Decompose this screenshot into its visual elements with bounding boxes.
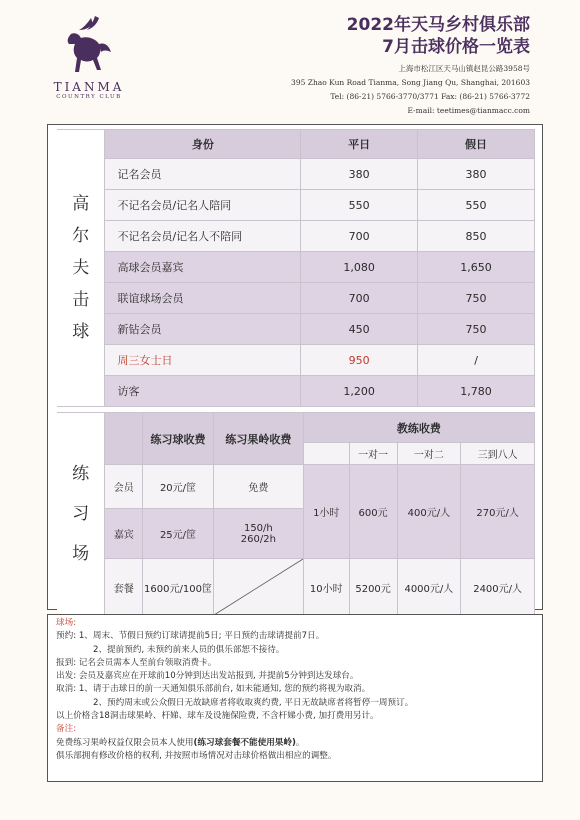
page-header bbox=[291, 14, 530, 118]
note-line: 报到: 记名会员需本人至前台领取消费卡。 bbox=[56, 657, 217, 668]
table-row: 周三女士日 950 / bbox=[57, 345, 535, 376]
note-line: 出发: 会员及嘉宾应在开球前10分钟到达出发站报到, 并提前5分钟到达发球台。 bbox=[56, 671, 359, 682]
table-row: 嘉宾 25元/筐 150/h 260/2h bbox=[57, 509, 535, 559]
note-line: 预约: 1、周末、节假日预约订球请提前5日; 平日预约击球请提前7日。 bbox=[56, 631, 325, 642]
table-row: 访客 1,200 1,780 bbox=[57, 376, 535, 407]
logo-name: TIANMA bbox=[53, 80, 125, 94]
coach-fee-header: 教练收费 bbox=[303, 413, 534, 443]
logo-subtitle: COUNTRY CLUB bbox=[56, 94, 122, 100]
email: E-mail: teetimes@tianmacc.com bbox=[407, 106, 530, 115]
practice-header-row bbox=[57, 413, 535, 443]
page-subtitle: 7月击球价格一览表 bbox=[382, 37, 530, 57]
address-cn: 上海市松江区天马山镇赵昆公路3958号 bbox=[398, 64, 530, 73]
green-fee-header: 练习果岭收费 bbox=[213, 413, 303, 465]
diagonal-line bbox=[214, 559, 303, 615]
phone-fax: Tel: (86-21) 5766-3770/3771 Fax: (86-21) 5766-3772 bbox=[330, 92, 530, 101]
practice-price-table bbox=[57, 412, 535, 616]
pegasus-icon bbox=[57, 14, 121, 78]
table-row: 会员 20元/筐 免费 1小时 600元 400元/人 270元/人 bbox=[57, 465, 535, 509]
col-header-identity: 身份 bbox=[105, 130, 301, 159]
note-line: 2、提前预约, 未预约前来人员的俱乐部恕不接待。 bbox=[93, 644, 285, 655]
golf-side-label: 高 尔 夫 击 球 bbox=[57, 130, 105, 407]
coach-col-1on2: 一对二 bbox=[397, 443, 461, 465]
golf-price-table bbox=[57, 129, 535, 407]
remark-title: 备注: bbox=[56, 724, 77, 735]
coach-col-1on1: 一对一 bbox=[349, 443, 397, 465]
note-line: 以上价格含18洞击球果岭、杆娣、球车及设施保险费, 不含杆娣小费, 加打费用另计。 bbox=[56, 711, 379, 722]
table-row: 不记名会员/记名人不陪同 700 850 bbox=[57, 221, 535, 252]
col-header-weekday: 平日 bbox=[301, 130, 418, 159]
note-line: 取消: 1、请于击球日的前一天通知俱乐部前台, 如未能通知, 您的预约将视为取消。 bbox=[56, 684, 371, 695]
table-row: 不记名会员/记名人陪同 550 550 bbox=[57, 190, 535, 221]
diagonal-cell bbox=[213, 559, 303, 616]
note-line: 2、预约周末或公众假日无故缺席者将收取爽约费, 平日无故缺席者将暂停一周预订。 bbox=[93, 697, 414, 708]
coach-col-group: 三到八人 bbox=[461, 443, 535, 465]
remark-line: 俱乐部拥有修改价格的权利, 并按照市场情况对击球价格做出相应的调整。 bbox=[56, 750, 337, 761]
table-row: 新钻会员 450 750 bbox=[57, 314, 535, 345]
page-title: 2022年天马乡村俱乐部 bbox=[346, 15, 530, 35]
table-row: 联谊球场会员 700 750 bbox=[57, 283, 535, 314]
table-row: 套餐 1600元/100筐 10小时 5200元 4000元/人 2400元/人 bbox=[57, 559, 535, 581]
practice-side-label: 练 习 场 bbox=[57, 413, 105, 616]
ball-fee-header: 练习球收费 bbox=[143, 413, 214, 465]
logo bbox=[34, 14, 144, 100]
notes-title: 球场: bbox=[56, 618, 77, 628]
address-en: 395 Zhao Kun Road Tianma, Song Jiang Qu, Shanghai, 201603 bbox=[291, 78, 530, 87]
remark-line: 免费练习果岭权益仅限会员本人使用(练习球套餐不能使用果岭)。 bbox=[56, 737, 305, 748]
table-header-row bbox=[57, 130, 535, 159]
table-row: 高球会员嘉宾 1,080 1,650 bbox=[57, 252, 535, 283]
col-header-holiday: 假日 bbox=[418, 130, 535, 159]
table-row: 记名会员 380 380 bbox=[57, 159, 535, 190]
notes-box bbox=[47, 614, 543, 782]
